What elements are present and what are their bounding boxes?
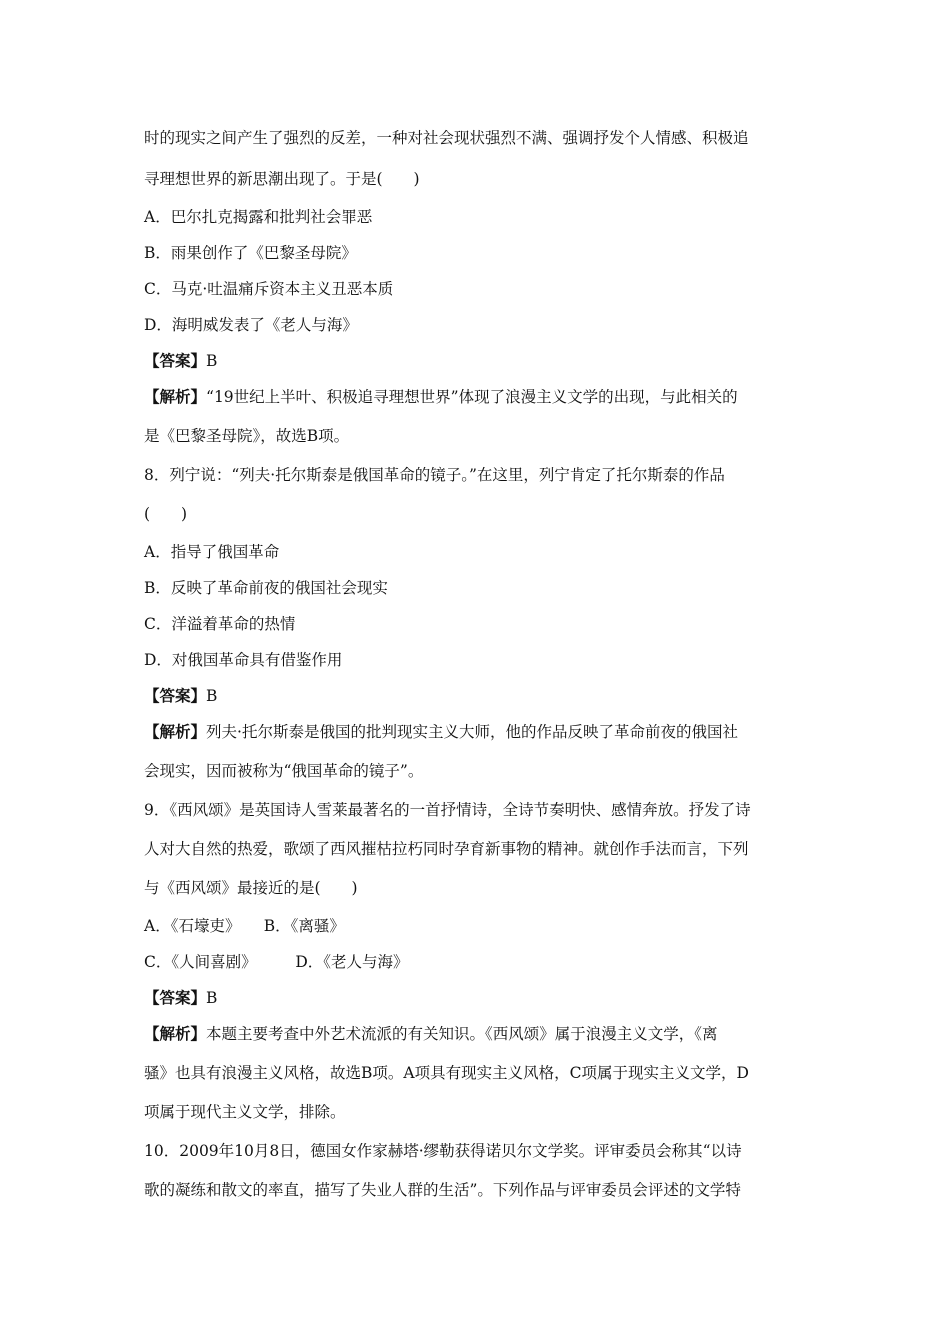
q7-answer <box>144 349 217 371</box>
q9-stem-line-2: 人对大自然的热爱，歌颂了西风摧枯拉朽同时孕育新事物的精神。就创作手法而言，下列 <box>144 840 749 858</box>
analysis-tag: 【解析】 <box>144 722 207 741</box>
q9-answer <box>144 986 217 1008</box>
q8-option-d: D．对俄国革命具有借鉴作用 <box>144 651 343 669</box>
analysis-text: 本题主要考查中外艺术流派的有关知识。《西风颂》属于浪漫主义文学，《离 <box>206 1025 718 1043</box>
q9-options-row-2: C．《人间喜剧》 D．《老人与海》 <box>144 953 409 971</box>
q7-option-b: B．雨果创作了《巴黎圣母院》 <box>144 244 357 262</box>
q9-analysis-line-1 <box>144 1022 718 1044</box>
q7-option-a: A．巴尔扎克揭露和批判社会罪恶 <box>144 208 373 226</box>
q8-stem-line-1: 8．列宁说：“列夫·托尔斯泰是俄国革命的镜子。”在这里，列宁肯定了托尔斯泰的作品 <box>144 466 725 484</box>
analysis-tag: 【解析】 <box>144 1024 207 1043</box>
answer-value: B <box>206 989 218 1007</box>
q7-analysis-line-1 <box>144 385 738 407</box>
answer-value: B <box>206 687 218 705</box>
q8-option-b: B．反映了革命前夜的俄国社会现实 <box>144 579 388 597</box>
q9-stem-line-1: 9．《西风颂》是英国诗人雪莱最著名的一首抒情诗，全诗节奏明快、感情奔放。抒发了诗 <box>144 801 751 819</box>
analysis-text: 列夫·托尔斯泰是俄国的批判现实主义大师，他的作品反映了革命前夜的俄国社 <box>206 723 738 741</box>
q7-option-d: D．海明威发表了《老人与海》 <box>144 316 358 334</box>
q9-analysis-line-2: 骚》也具有浪漫主义风格，故选B项。A项具有现实主义风格，C项属于现实主义文学，D <box>144 1064 749 1082</box>
answer-tag: 【答案】 <box>144 988 207 1007</box>
q9-stem-line-3: 与《西风颂》最接近的是( ) <box>144 879 358 897</box>
q10-stem-line-2: 歌的凝练和散文的率直，描写了失业人群的生活”。下列作品与评审委员会评述的文学特 <box>144 1181 741 1199</box>
analysis-text: “19世纪上半叶、积极追寻理想世界”体现了浪漫主义文学的出现，与此相关的 <box>206 388 738 406</box>
answer-tag: 【答案】 <box>144 351 207 370</box>
answer-value: B <box>206 352 218 370</box>
intro-line-1: 时的现实之间产生了强烈的反差，一种对社会现状强烈不满、强调抒发个人情感、积极追 <box>144 129 749 147</box>
q8-stem-line-2: ( ) <box>144 505 188 523</box>
answer-tag: 【答案】 <box>144 686 207 705</box>
q9-analysis-line-3: 项属于现代主义文学，排除。 <box>144 1103 346 1121</box>
q9-options-row-1: A．《石壕吏》 B．《离骚》 <box>144 917 345 935</box>
q8-analysis-line-2: 会现实，因而被称为“俄国革命的镜子”。 <box>144 762 424 780</box>
q8-answer <box>144 684 217 706</box>
q10-stem-line-1: 10．2009年10月8日，德国女作家赫塔·缪勒获得诺贝尔文学奖。评审委员会称其“以诗 <box>144 1142 742 1160</box>
q8-analysis-line-1 <box>144 720 738 742</box>
q7-analysis-line-2: 是《巴黎圣母院》，故选B项。 <box>144 427 350 445</box>
analysis-tag: 【解析】 <box>144 387 207 406</box>
q8-option-c: C．洋溢着革命的热情 <box>144 615 296 633</box>
q7-option-c: C．马克·吐温痛斥资本主义丑恶本质 <box>144 280 394 298</box>
intro-line-2: 寻理想世界的新思潮出现了。于是( ) <box>144 170 420 188</box>
q8-option-a: A．指导了俄国革命 <box>144 543 280 561</box>
